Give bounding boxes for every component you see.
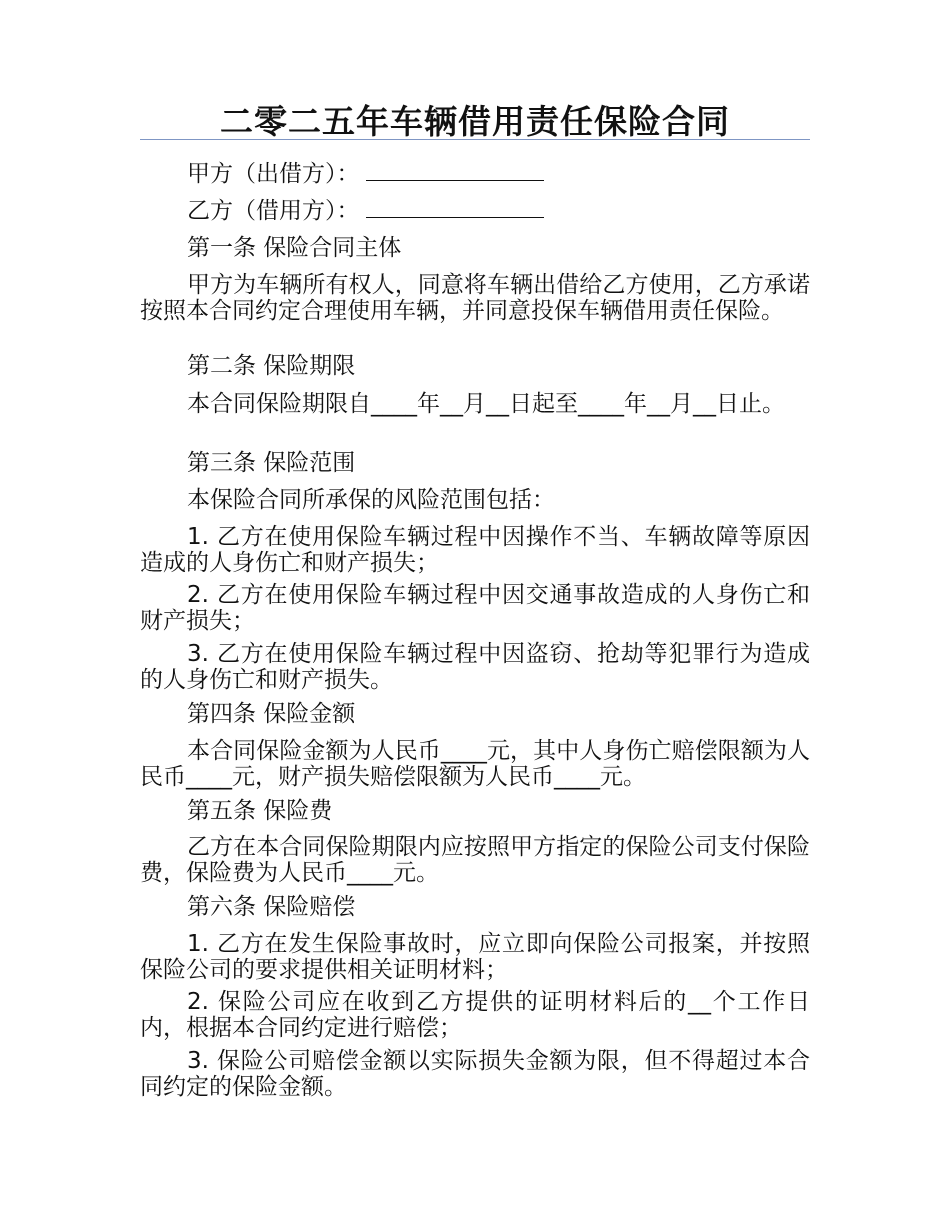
document-title: 二零二五年车辆借用责任保险合同 [220, 102, 730, 141]
section-heading: 第一条 保险合同主体 [187, 235, 402, 261]
section-heading: 第二条 保险期限 [187, 353, 356, 379]
section-paragraph: 甲方为车辆所有权人，同意将车辆出借给乙方使用，乙方承诺按照本合同约定合理使用车辆，并同意投保车辆借用责任保险。 [140, 272, 810, 324]
party-a-line [187, 160, 544, 188]
section-paragraph: 2. 保险公司应在收到乙方提供的证明材料后的__个工作日内，根据本合同约定进行赔偿； [140, 989, 810, 1041]
section-paragraph: 本合同保险金额为人民币____元，其中人身伤亡赔偿限额为人民币____元，财产损失赔偿限额为人民币____元。 [140, 738, 810, 790]
section-heading: 第三条 保险范围 [187, 450, 356, 476]
section-paragraph: 2. 乙方在使用保险车辆过程中因交通事故造成的人身伤亡和财产损失； [140, 582, 810, 634]
title-underline [140, 139, 810, 140]
party-b-blank [366, 197, 544, 218]
section-paragraph: 1. 乙方在发生保险事故时，应立即向保险公司报案，并按照保险公司的要求提供相关证明材料； [140, 931, 810, 983]
section-paragraph: 3. 保险公司赔偿金额以实际损失金额为限，但不得超过本合同约定的保险金额。 [140, 1048, 810, 1100]
section-paragraph: 3. 乙方在使用保险车辆过程中因盗窃、抢劫等犯罪行为造成的人身伤亡和财产损失。 [140, 641, 810, 693]
party-b-label: 乙方（借用方）： [187, 198, 360, 224]
section-paragraph: 本保险合同所承保的风险范围包括： [187, 487, 555, 513]
section-paragraph: 本合同保险期限自____年__月__日起至____年__月__日止。 [187, 391, 785, 417]
section-heading: 第五条 保险费 [187, 798, 333, 824]
section-heading: 第四条 保险金额 [187, 701, 356, 727]
section-paragraph: 1. 乙方在使用保险车辆过程中因操作不当、车辆故障等原因造成的人身伤亡和财产损失； [140, 524, 810, 576]
party-a-label: 甲方（出借方）： [187, 161, 360, 187]
party-b-line [187, 197, 544, 225]
section-heading: 第六条 保险赔偿 [187, 894, 356, 920]
party-a-blank [366, 160, 544, 181]
section-paragraph: 乙方在本合同保险期限内应按照甲方指定的保险公司支付保险费，保险费为人民币____元。 [140, 834, 810, 886]
